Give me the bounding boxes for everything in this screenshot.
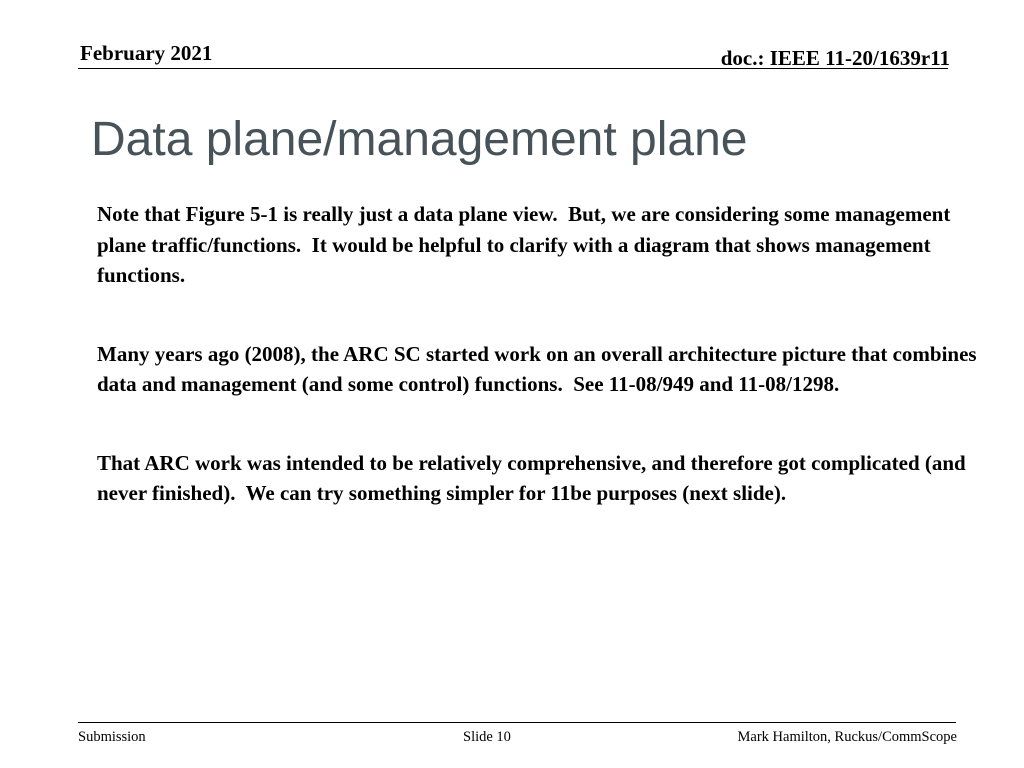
- body-paragraph-2: Many years ago (2008), the ARC SC started work on an overall architecture picture that combines data and management (and some control) functions. See 11-08/949 and 11-08/1298.: [97, 341, 982, 396]
- slide-title: Data plane/management plane: [91, 113, 748, 166]
- footer-author: Mark Hamilton, Ruckus/CommScope: [737, 729, 957, 745]
- header-date: February 2021: [80, 41, 213, 65]
- header-divider: [78, 68, 948, 69]
- footer-divider: [78, 722, 956, 723]
- header-doc-id: doc.: IEEE 11-20/1639r11: [720, 46, 950, 70]
- body-paragraph-3: That ARC work was intended to be relatively comprehensive, and therefore got complicated (and never finished). We can try something simpler for 11be purposes (next slide).: [97, 450, 971, 505]
- footer-submission: Submission: [78, 729, 146, 745]
- footer-slide-number: Slide 10: [463, 729, 511, 745]
- slide-body: [97, 199, 982, 557]
- body-paragraph-1: Note that Figure 5-1 is really just a data plane view. But, we are considering some management plane traffic/functions. It would be helpful to clarify with a diagram that shows management functions.: [97, 202, 956, 287]
